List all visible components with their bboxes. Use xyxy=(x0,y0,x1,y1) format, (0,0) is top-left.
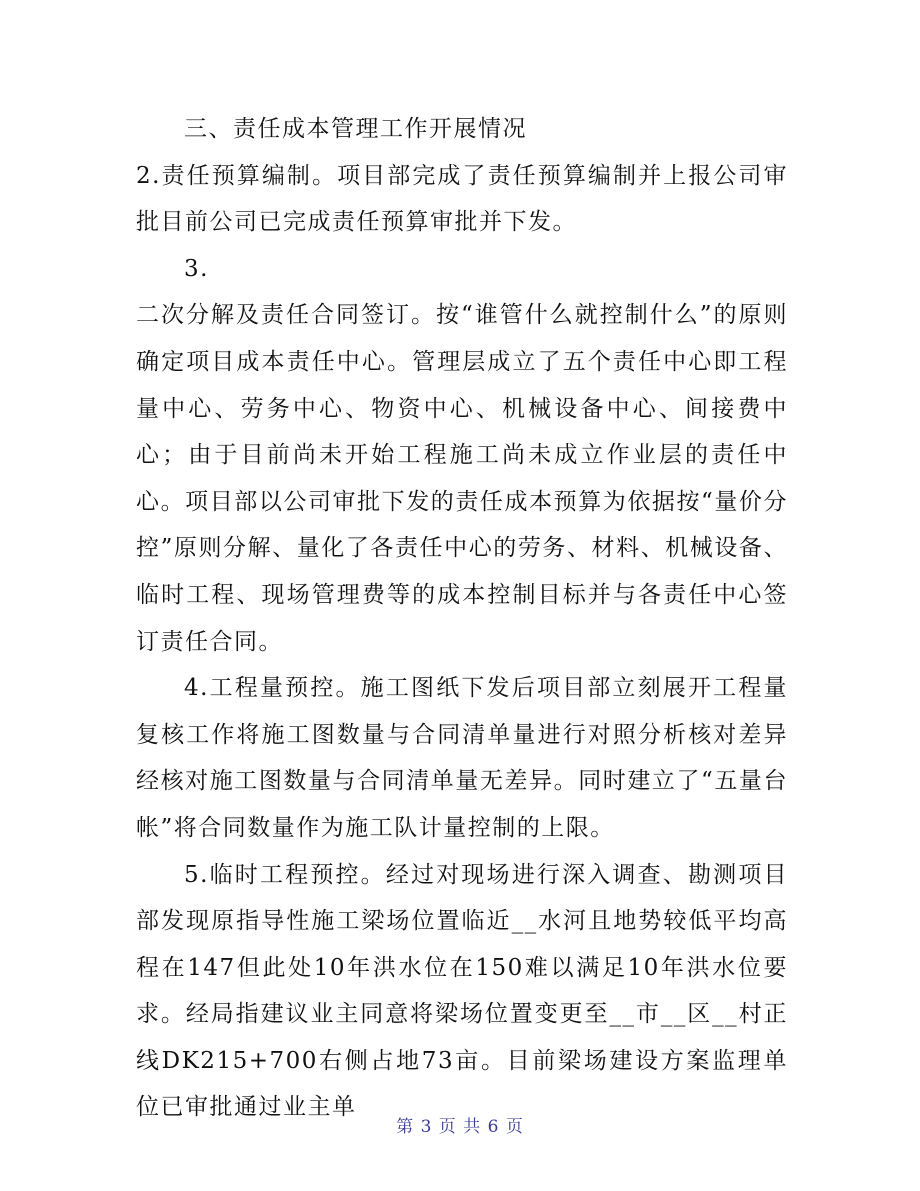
paragraph-quantity-control: 4.工程量预控。施工图纸下发后项目部立刻展开工程量复核工作将施工图数量与合同清单量进行对照分析核对差异经核对施工图数量与合同清单量无差异。同时建立了“五量台帐”将合同数量作为施工队计量控制的上限。 xyxy=(136,675,788,841)
paragraph-temporary-works-control: 5.临时工程预控。经过对现场进行深入调查、勘测项目部发现原指导性施工梁场位置临近__水河且地势较低平均高程在147但此处10年洪水位在150难以满足10年洪水位要求。经局指建议业主同意将梁场位置变更至__市__区__村正线DK215+700右侧占地73亩。目前梁场建设方案监理单位已审批通过业主单 xyxy=(136,861,788,1121)
paragraph-secondary-decomposition: 二次分解及责任合同签订。按“谁管什么就控制什么”的原则确定项目成本责任中心。管理层成立了五个责任中心即工程量中心、劳务中心、物资中心、机械设备中心、间接费中心；由于目前尚未开始工程施工尚未成立作业层的责任中心。项目部以公司审批下发的责任成本预算为依据按“量价分控”原则分解、量化了各责任中心的劳务、材料、机械设备、临时工程、现场管理费等的成本控制目标并与各责任中心签订责任合同。 xyxy=(136,302,788,655)
document-body xyxy=(136,106,788,1131)
page-footer: 第 3 页 共 6 页 xyxy=(396,1117,524,1137)
section-title: 三、责任成本管理工作开展情况 xyxy=(184,116,527,142)
paragraph-number-3: 3. xyxy=(184,255,209,282)
paragraph-budget-compilation: 2.责任预算编制。项目部完成了责任预算编制并上报公司审批目前公司已完成责任预算审批并下发。 xyxy=(136,162,788,236)
